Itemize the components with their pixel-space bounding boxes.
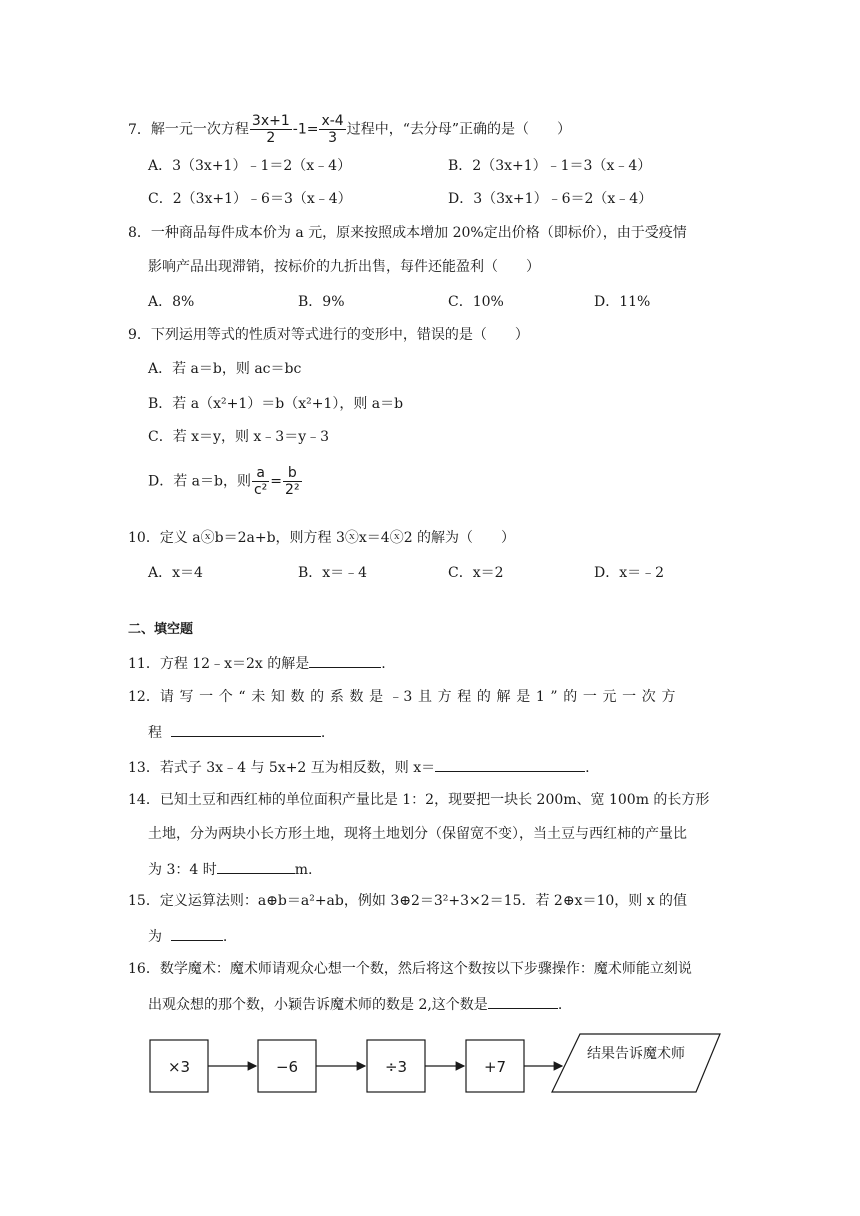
question-number: 7． — [128, 121, 151, 138]
question-number: 15． — [128, 893, 160, 909]
question-stem-end: m. — [294, 862, 313, 878]
fraction — [250, 113, 292, 146]
question-14-line3 — [148, 858, 312, 880]
question-stem-end: . — [585, 760, 590, 776]
equation-part: -1= — [292, 121, 319, 138]
question-14-line2: 土地，分为两块小长方形土地，现将土地划分（保留宽不变），当土豆与西红柿的产量比 — [148, 826, 687, 842]
option-c: C．10% — [448, 294, 504, 310]
question-7 — [128, 113, 571, 146]
option-c: C．若 x＝y，则 x﹣3＝y﹣3 — [148, 429, 330, 445]
question-stem-end: . — [557, 997, 563, 1013]
question-stem: 为 3：4 时 — [148, 862, 217, 878]
question-stem: 解一元一次方程 — [150, 121, 249, 138]
answer-blank[interactable] — [488, 993, 558, 1009]
question-number: 13． — [128, 760, 160, 776]
fraction-numerator: a — [252, 465, 269, 482]
question-9 — [128, 325, 529, 345]
flow-result-label: 结果告诉魔术师 — [587, 1046, 685, 1062]
flow-result-parallelogram — [552, 1034, 720, 1092]
answer-blank[interactable] — [309, 652, 381, 668]
fraction — [252, 465, 269, 498]
flow-step-label: ×3 — [167, 1058, 191, 1076]
fraction-numerator: x-4 — [321, 113, 344, 129]
flow-step-label: −6 — [275, 1058, 299, 1076]
fraction-numerator: b — [283, 465, 302, 482]
question-13 — [128, 756, 590, 778]
option-b: B．x＝﹣4 — [298, 565, 368, 581]
option-b: B．2（3x+1）﹣1＝3（x﹣4） — [448, 158, 652, 174]
option-a: A．3（3x+1）﹣1＝2（x﹣4） — [148, 158, 352, 174]
fraction-denominator: 2 — [266, 130, 276, 146]
question-stem: 请 写 一 个 “ 未 知 数 的 系 数 是 ﹣3 且 方 程 的 解 是 1 ” 的 一 元 一 次 方 — [159, 689, 677, 705]
question-15 — [128, 891, 687, 911]
option-a: A．x＝4 — [148, 565, 203, 581]
fraction — [283, 465, 302, 498]
question-number: 11． — [128, 656, 160, 672]
question-stem-end: . — [381, 656, 386, 672]
question-14 — [128, 790, 709, 810]
question-number: 16． — [128, 961, 160, 977]
question-number: 9． — [128, 327, 151, 343]
equals-sign: = — [270, 473, 283, 490]
answer-blank[interactable] — [217, 858, 295, 874]
flow-step-label: +7 — [483, 1058, 507, 1076]
question-12-line2 — [148, 721, 325, 743]
fraction-denominator: 3 — [328, 130, 338, 146]
question-number: 10． — [128, 530, 160, 546]
question-8 — [128, 223, 687, 243]
question-stem: 为 — [148, 929, 162, 945]
magic-flowchart — [148, 1030, 748, 1100]
fraction — [319, 113, 345, 146]
question-16-line2 — [148, 993, 562, 1015]
question-stem-end: 过程中，“去分母”正确的是（ ） — [346, 121, 572, 138]
question-stem: 出观众想的那个数，小颖告诉魔术师的数是 2,这个数是 — [148, 997, 488, 1013]
question-stem-end: . — [320, 725, 326, 741]
question-12 — [128, 687, 732, 707]
question-stem: 程 — [148, 725, 162, 741]
option-b: B．若 a（x²+1）＝b（x²+1），则 a＝b — [148, 396, 404, 412]
question-number: 12． — [128, 689, 160, 705]
option-d: D．11% — [594, 294, 651, 310]
fraction-denominator: c² — [253, 482, 268, 498]
option-d: D．3（3x+1）﹣6＝2（x﹣4） — [448, 191, 653, 207]
option-a: A．8% — [148, 294, 195, 310]
question-stem: 方程 12﹣x＝2x 的解是 — [159, 656, 310, 672]
answer-blank[interactable] — [435, 756, 585, 772]
fraction-denominator: 2² — [285, 482, 300, 498]
question-stem-end: . — [222, 929, 228, 945]
option-c: C．2（3x+1）﹣6＝3（x﹣4） — [148, 191, 352, 207]
question-number: 14． — [128, 792, 160, 808]
section-heading: 二、填空题 — [128, 622, 194, 637]
question-stem: 定义运算法则：a⊕b＝a²+ab，例如 3⊕2＝3²+3×2＝15．若 2⊕x＝10，则 x 的值 — [159, 893, 688, 909]
option-b: B．9% — [298, 294, 345, 310]
option-d: D．x＝﹣2 — [594, 565, 665, 581]
question-15-line2 — [148, 925, 227, 947]
option-c: C．x＝2 — [448, 565, 504, 581]
fraction-numerator: 3x+1 — [251, 113, 290, 129]
question-stem-line2: 影响产品出现滞销，按标价的九折出售，每件还能盈利（ ） — [148, 259, 540, 275]
option-d — [148, 465, 303, 498]
answer-blank[interactable] — [171, 721, 321, 737]
question-16 — [128, 959, 692, 979]
question-stem: 一种商品每件成本价为 a 元，原来按照成本增加 20%定出价格（即标价），由于受疫情 — [150, 225, 687, 241]
question-stem: 下列运用等式的性质对等式进行的变形中，错误的是（ ） — [150, 327, 529, 343]
question-stem: 定义 aⓧb＝2a+b，则方程 3ⓧx＝4ⓧ2 的解为（ ） — [159, 530, 516, 546]
option-text: D．若 a＝b，则 — [148, 473, 251, 490]
question-number: 8． — [128, 225, 151, 241]
question-stem: 数学魔术：魔术师请观众心想一个数，然后将这个数按以下步骤操作：魔术师能立刻说 — [159, 961, 692, 977]
answer-blank[interactable] — [171, 925, 223, 941]
flow-step-label: ÷3 — [384, 1058, 408, 1076]
question-11 — [128, 652, 386, 674]
option-a: A．若 a＝b，则 ac＝bc — [148, 361, 302, 377]
question-stem: 已知土豆和西红柿的单位面积产量比是 1：2，现要把一块长 200m、宽 100m 的长方形 — [159, 792, 710, 808]
question-stem: 若式子 3x﹣4 与 5x+2 互为相反数，则 x＝ — [159, 760, 436, 776]
question-10 — [128, 528, 515, 548]
